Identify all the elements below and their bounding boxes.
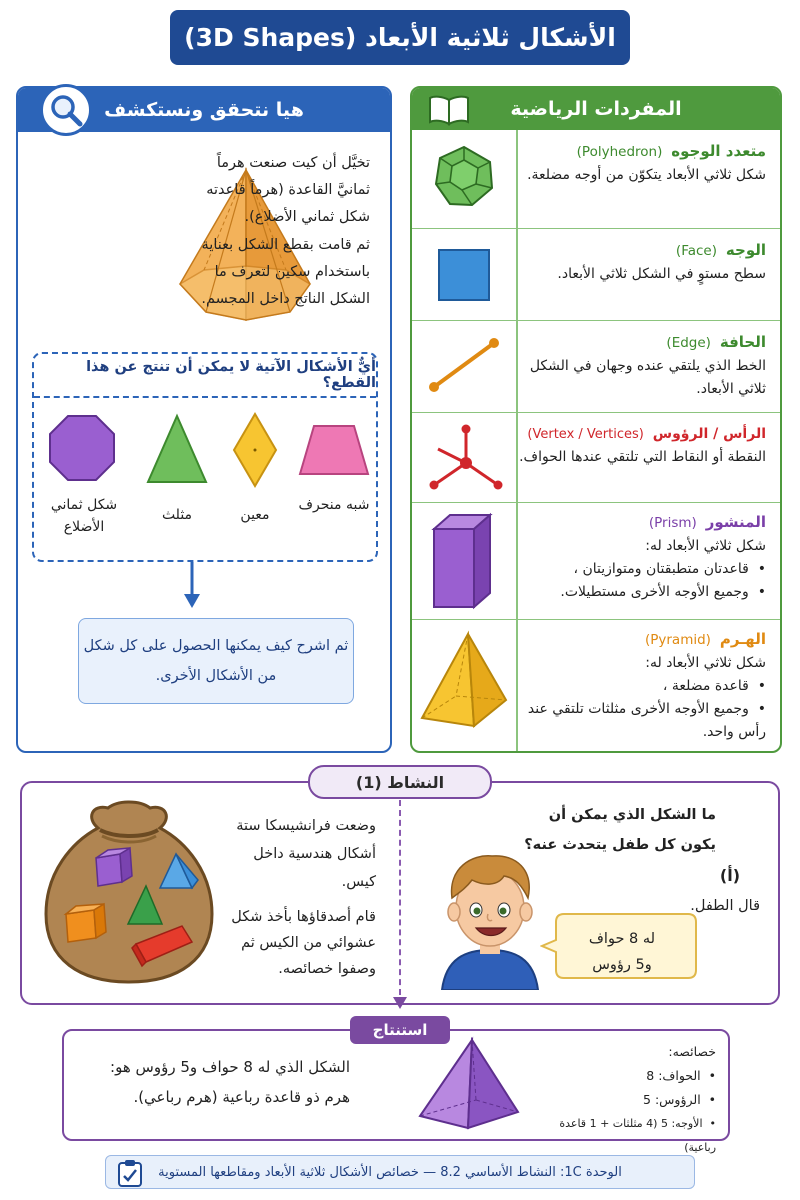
vocab-panel xyxy=(410,86,782,753)
conclusion-tab: استنتاج xyxy=(350,1016,450,1044)
props-vertices-text: الرؤوس: 5 xyxy=(643,1092,701,1107)
triangle-shape xyxy=(144,412,210,486)
props-edges-text: الحواف: 8 xyxy=(646,1068,701,1083)
vocab-text-prism xyxy=(526,511,766,604)
activity-tab: النشاط (1) xyxy=(308,765,492,799)
activity-story-1: وضعت فرانشيسكا ستة أشكال هندسية داخل كيس. xyxy=(236,818,376,890)
vertex-icon xyxy=(426,421,506,495)
vocab-text-edge xyxy=(526,331,766,401)
bubble-line-1: له 8 حواف xyxy=(588,931,656,947)
bag-of-shapes-image xyxy=(36,798,222,988)
question-heading: أيٌّ الأشكال الآتية لا يمكن أن تنتج عن هذا القطع؟ xyxy=(34,354,376,398)
pyramid-bullet-2-text: وجميع الأوجه الأخرى مثلثات تلتقي عند رأس واحد. xyxy=(527,701,766,740)
vocab-text-vertex xyxy=(512,423,766,469)
eng-polyhedron: (Polyhedron) xyxy=(576,144,663,160)
pyramid-bullet-1-text: قاعدة مضلعة ، xyxy=(662,678,749,694)
child-said-label: قال الطفل. xyxy=(690,898,760,914)
eng-vertex: (Vertex / Vertices) xyxy=(527,427,644,442)
desc-edge: الخط الذي يلتقي عنده وجهان في الشكل ثلاثي الأبعاد. xyxy=(529,358,766,397)
activity-part-label: (أ) xyxy=(719,866,740,885)
explore-para-2: ثم قامت بقطع الشكل بعناية باستخدام سكين لتعرف ما الشكل الناتج داخل المجسم. xyxy=(201,237,370,307)
desc-pyramid: شكل ثلاثي الأبعاد له: xyxy=(645,655,766,671)
desc-prism: شكل ثلاثي الأبعاد له: xyxy=(645,538,766,554)
book-icon xyxy=(428,94,470,126)
divider-arrow-icon xyxy=(392,996,408,1010)
eng-edge: (Edge) xyxy=(666,335,711,351)
vocab-row-pyramid xyxy=(412,619,780,753)
child-image xyxy=(432,846,548,990)
eng-face: (Face) xyxy=(675,243,717,259)
term-prism: المنشور xyxy=(705,513,766,531)
page-title-text: الأشكال ثلاثية الأبعاد (3D Shapes) xyxy=(184,23,616,52)
prism-bullet-1: • قاعدتان متطبقتان ومتوازيتان ، xyxy=(573,561,766,577)
pyramid-icon xyxy=(418,630,510,730)
label-trapezoid: شبه منحرف xyxy=(298,497,370,513)
eng-prism: (Prism) xyxy=(648,515,697,531)
bubble-line-2: و5 رؤوس xyxy=(592,957,652,973)
vocab-row-prism xyxy=(412,502,780,619)
explore-para-1: تخيَّل أن كيت صنعت هرماً ثمانيَّ القاعدة (هرماً قاعدته شكل ثماني الأضلاع). xyxy=(206,155,370,225)
desc-vertex: النقطة أو النقاط التي تلتقي عندها الحواف. xyxy=(519,449,766,465)
footer-text: الوحدة 1C: النشاط الأساسي 8.2 — خصائص الأشكال ثلاثية الأبعاد ومقاطعها المستوية xyxy=(158,1164,622,1180)
term-polyhedron: متعدد الوجوه xyxy=(671,142,766,160)
pyramid-bullet-1: • قاعدة مضلعة ، xyxy=(662,678,766,694)
desc-face: سطح مستوٍ في الشكل ثلاثي الأبعاد. xyxy=(557,266,766,282)
label-rhombus: معين xyxy=(240,507,270,523)
down-arrow-icon xyxy=(182,562,202,610)
edge-line-icon xyxy=(426,335,502,395)
term-edge: الحافة xyxy=(719,333,766,351)
props-item-vertices: • الرؤوس: 5 xyxy=(643,1092,716,1107)
term-pyramid: الهـرم xyxy=(719,630,766,648)
term-face: الوجه xyxy=(725,241,766,259)
vocab-row-vertex xyxy=(412,412,780,502)
explore-panel xyxy=(16,86,392,753)
explain-box: ثم اشرح كيف يمكنها الحصول على كل شكل من الأشكال الأخرى. xyxy=(78,618,354,704)
activity-question: ما الشكل الذي يمكن أن يكون كل طفل يتحدث عنه؟ xyxy=(524,807,716,853)
page-title xyxy=(170,10,630,65)
pyramid-bullet-2: • وجميع الأوجه الأخرى مثلثات تلتقي عند رأس واحد. xyxy=(527,701,766,740)
trapezoid-shape xyxy=(296,422,372,478)
rhombus-shape xyxy=(230,410,280,490)
prism-bullet-2: • وجميع الأوجه الأخرى مستطيلات. xyxy=(560,584,766,600)
question-box xyxy=(32,352,378,562)
footer-bar xyxy=(105,1155,695,1189)
props-title: خصائصه: xyxy=(668,1044,716,1059)
activity-divider xyxy=(399,800,401,1005)
face-square-icon xyxy=(436,247,492,303)
conclusion-props xyxy=(530,1040,716,1160)
prism-bullet-1-text: قاعدتان متطبقتان ومتوازيتان ، xyxy=(573,561,749,577)
conclusion-text: الشكل الذي له 8 حواف و5 رؤوس هو: هرم ذو قاعدة رباعية (هرم رباعي). xyxy=(110,1058,350,1106)
vocab-row-face xyxy=(412,228,780,320)
eng-pyramid: (Pyramid) xyxy=(644,632,711,648)
vocab-row-edge xyxy=(412,320,780,412)
square-pyramid-image xyxy=(416,1036,524,1134)
explore-heading: هيا نتحقق ونستكشف xyxy=(104,99,304,121)
magnifier-icon xyxy=(40,84,92,136)
activity-story-2: قام أصدقاؤها بأخذ شكل عشوائي من الكيس ثم وصفوا خصائصه. xyxy=(231,909,376,977)
vocab-heading: المفردات الرياضية xyxy=(510,98,682,120)
prism-icon xyxy=(428,511,498,611)
desc-polyhedron: شكل ثلاثي الأبعاد يتكوّن من أوجه مضلعة. xyxy=(527,167,766,183)
prism-bullet-2-text: وجميع الأوجه الأخرى مستطيلات. xyxy=(560,584,749,600)
vocab-text-polyhedron xyxy=(526,140,766,187)
speech-bubble-text xyxy=(562,926,682,978)
clipboard-check-icon xyxy=(116,1158,144,1188)
vocab-row-polyhedron xyxy=(412,130,780,228)
term-vertex: الرأس / الرؤوس xyxy=(652,426,766,442)
vocab-text-pyramid xyxy=(526,628,766,744)
polyhedron-icon xyxy=(432,144,496,208)
vocab-text-face xyxy=(526,239,766,286)
label-octagon: شكل ثماني الأضلاع xyxy=(50,497,118,535)
label-triangle: مثلث xyxy=(161,507,193,523)
octagon-shape xyxy=(46,412,118,484)
props-item-edges: • الحواف: 8 xyxy=(646,1068,716,1083)
props-item-faces: • الأوجه: 5 (4 مثلثات + 1 قاعدة رباعية) xyxy=(559,1117,716,1154)
props-faces-text: الأوجه: 5 (4 مثلثات + 1 قاعدة رباعية) xyxy=(559,1117,716,1154)
